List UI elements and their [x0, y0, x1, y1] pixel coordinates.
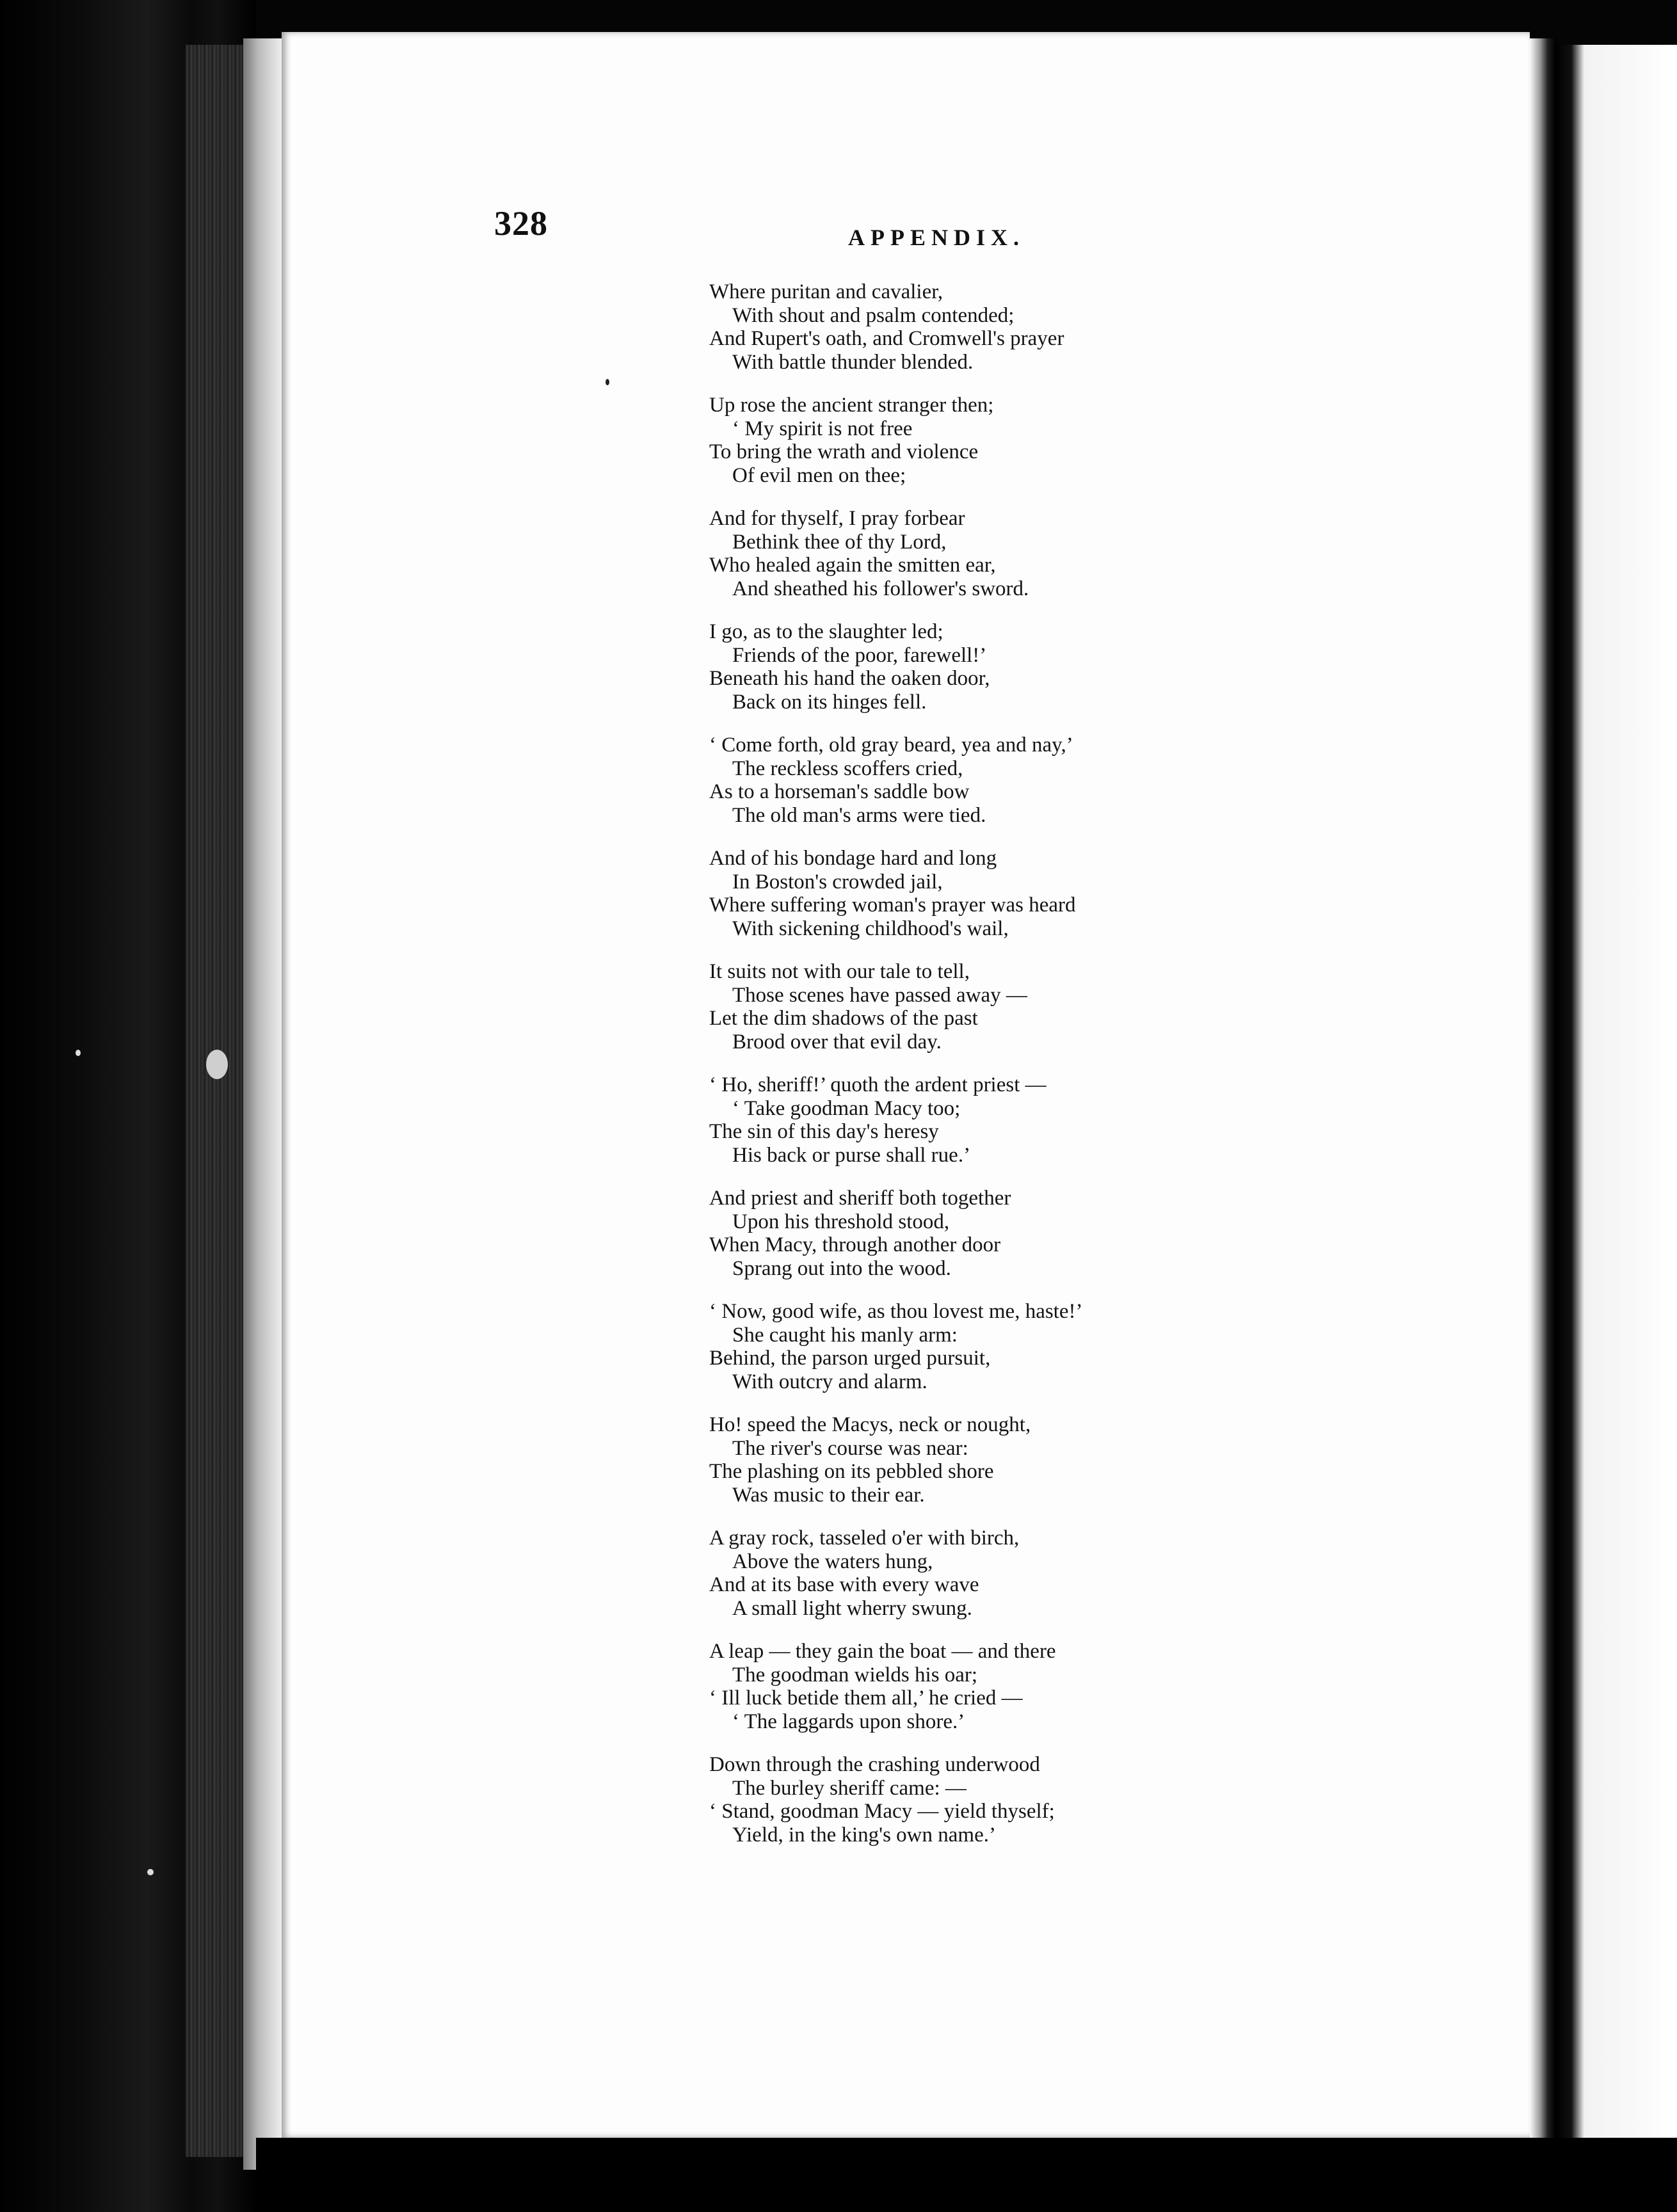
poem-line: Who healed again the smitten ear, — [709, 554, 996, 577]
poem-line: And at its base with every wave — [709, 1573, 979, 1596]
poem-line: ‘ Ho, sheriff!’ quoth the ardent priest — — [709, 1073, 1047, 1096]
poem-line: The plashing on its pebbled shore — [709, 1460, 994, 1483]
poem-line: A leap — they gain the boat — and there — [709, 1640, 1056, 1663]
poem-line: ‘ Ill luck betide them all,’ he cried — — [709, 1687, 1023, 1710]
poem-line: With shout and psalm contended; — [732, 303, 1015, 327]
poem-line: Yield, in the king's own name.’ — [732, 1823, 996, 1847]
stanza — [709, 733, 1349, 827]
poem-line: The reckless scoffers cried, — [732, 757, 963, 780]
poem-line: It suits not with our tale to tell, — [709, 960, 970, 983]
dust-speck — [206, 1050, 228, 1079]
page-edge-shadow — [243, 38, 282, 2170]
poem-line: A gray rock, tasseled o'er with birch, — [709, 1527, 1020, 1550]
stanza — [709, 507, 1349, 600]
poem-line: Upon his threshold stood, — [732, 1210, 950, 1233]
poem-line: Above the waters hung, — [732, 1550, 933, 1573]
stanza — [709, 1413, 1349, 1507]
poem-line: Brood over that evil day. — [732, 1030, 942, 1054]
stanza — [709, 847, 1349, 940]
poem-line: The burley sheriff came: — — [732, 1776, 967, 1800]
stanza — [709, 1073, 1349, 1167]
poem-line: Sprang out into the wood. — [732, 1256, 951, 1280]
poem-line: With outcry and alarm. — [732, 1370, 927, 1393]
stanza — [709, 1527, 1349, 1620]
poem-line: Those scenes have passed away — — [732, 983, 1027, 1007]
poem-line: The sin of this day's heresy — [709, 1120, 939, 1143]
stanza — [709, 1753, 1349, 1847]
stanza — [709, 620, 1349, 714]
poem-line: Of evil men on thee; — [732, 463, 906, 487]
facing-page-edge — [1555, 45, 1677, 2144]
stanza — [709, 960, 1349, 1054]
poem-line: A small light wherry swung. — [732, 1596, 972, 1620]
poem-line: In Boston's crowded jail, — [732, 870, 943, 894]
poem-line: And for thyself, I pray forbear — [709, 507, 965, 530]
poem-line: As to a horseman's saddle bow — [709, 780, 970, 803]
poem-line: And of his bondage hard and long — [709, 847, 997, 870]
poem-line: Was music to their ear. — [732, 1483, 925, 1507]
stanza — [709, 280, 1349, 374]
poem-line: Up rose the ancient stranger then; — [709, 394, 994, 417]
poem-line: Where puritan and cavalier, — [709, 280, 943, 303]
stanza — [709, 1300, 1349, 1393]
poem-line: Down through the crashing underwood — [709, 1753, 1040, 1776]
dust-speck — [606, 379, 609, 385]
stanza — [709, 1187, 1349, 1280]
poem-line: Behind, the parson urged pursuit, — [709, 1347, 991, 1370]
poem-line: ‘ Come forth, old gray beard, yea and nay,’ — [709, 733, 1073, 757]
poem-line: ‘ Stand, goodman Macy — yield thyself; — [709, 1800, 1055, 1823]
poem-line: And Rupert's oath, and Cromwell's prayer — [709, 327, 1064, 350]
poem-line: With sickening childhood's wail, — [732, 917, 1009, 940]
poem-line: Back on its hinges fell. — [732, 690, 927, 714]
dust-speck — [76, 1050, 81, 1056]
stanza — [709, 1640, 1349, 1733]
poem-line: Beneath his hand the oaken door, — [709, 667, 990, 690]
poem-line: ‘ Take goodman Macy too; — [732, 1096, 961, 1120]
running-head: APPENDIX. — [848, 225, 1025, 250]
poem-line: To bring the wrath and violence — [709, 440, 979, 463]
poem-line: With battle thunder blended. — [732, 350, 974, 374]
poem-line: Let the dim shadows of the past — [709, 1007, 978, 1030]
poem-line: ‘ The laggards upon shore.’ — [732, 1710, 965, 1733]
poem-line: And priest and sheriff both together — [709, 1187, 1011, 1210]
poem-line: The river's course was near: — [732, 1436, 968, 1460]
poem-line: ‘ Now, good wife, as thou lovest me, haste!’ — [709, 1300, 1083, 1323]
poem-line: Bethink thee of thy Lord, — [732, 530, 947, 554]
bottom-scan-edge — [256, 2138, 1677, 2212]
poem-line: She caught his manly arm: — [732, 1323, 958, 1347]
page-gutter — [1530, 38, 1555, 2144]
stanza — [709, 394, 1349, 487]
poem-line: ‘ My spirit is not free — [732, 417, 913, 440]
poem-line: Where suffering woman's prayer was heard — [709, 894, 1076, 917]
poem-line: Ho! speed the Macys, neck or nought, — [709, 1413, 1031, 1436]
poem-line: Friends of the poor, farewell!’ — [732, 643, 987, 667]
poem-body — [709, 280, 1349, 1866]
poem-line: His back or purse shall rue.’ — [732, 1143, 971, 1167]
poem-line: I go, as to the slaughter led; — [709, 620, 943, 643]
dust-speck — [147, 1869, 154, 1875]
poem-line: The old man's arms were tied. — [732, 803, 986, 827]
poem-line: When Macy, through another door — [709, 1233, 1001, 1256]
page-number: 328 — [494, 204, 548, 243]
poem-line: The goodman wields his oar; — [732, 1663, 978, 1687]
poem-line: And sheathed his follower's sword. — [732, 577, 1029, 600]
